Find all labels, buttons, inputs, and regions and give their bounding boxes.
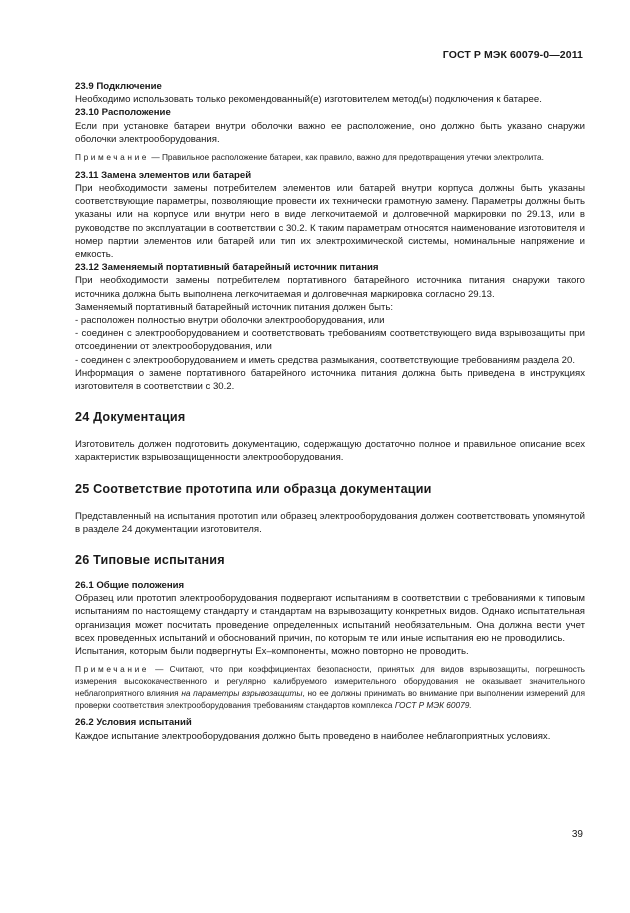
paragraph: Информация о замене портативного батарейного источника питания должна быть приведена в инструкциях изготовителя в соответствии с 30.2. (75, 367, 585, 393)
document-header-id: ГОСТ Р МЭК 60079-0—2011 (442, 49, 583, 61)
section-26-heading: 26 Типовые испытания (75, 553, 225, 568)
note-emphasis: на параметры взрывозащиты (181, 687, 303, 698)
list-item: - расположен полностью внутри оболочки электрооборудования, или (75, 315, 385, 327)
subsection-23-12-title: 23.12 Заменяемый портативный батарейный источник питания (75, 262, 379, 274)
note-standard-reference: ГОСТ Р МЭК 60079. (394, 699, 472, 710)
note (75, 664, 585, 711)
paragraph: Необходимо использовать только рекомендованный(е) изготовителем метод(ы) подключения к батарее. (75, 94, 542, 106)
subsection-23-10-title: 23.10 Расположение (75, 107, 171, 119)
subsection-26-1-title: 26.1 Общие положения (75, 580, 185, 592)
paragraph: Представленный на испытания прототип или образец электрооборудования должен соответствовать упомянутой в разделе 24 документации изготовителя. (75, 510, 585, 535)
paragraph: Изготовитель должен подготовить документацию, содержащую достаточно полное и правильное описание всех характеристик взрывозащищенности электрооборудования. (75, 439, 585, 464)
paragraph: При необходимости замены потребителем элементов или батарей внутри корпуса должны быть указаны соответствующие параметры, позволяющие провести их технически грамотную замену. Параметры должны быть указаны или на корпусе или внутри него в виде легкочитаемой и долговечной маркировки по 29.13, или в руководстве по эксплуатации в соответствии с 30.2. К таким параметрам относятся наименование изготовителя и номер партии элементов или батарей или тип их электрохимической системы, номинальные напряжение и емкость. (75, 183, 585, 261)
list-item: - соединен с электрооборудованием и иметь средства размыкания, соответствующие требованиям раздела 20. (75, 354, 575, 366)
subsection-23-9-title: 23.9 Подключение (75, 81, 162, 92)
paragraph: Заменяемый портативный батарейный источник питания должен быть: (75, 301, 394, 313)
note-text: — Считают, что при коэффициентах безопасности, принятых для видов взрывозащиты, погрешность измерения высококачественного и регулярно калибруемого измерительного оборудования не оказывает значительного неблагоприятного влияния (75, 664, 586, 698)
paragraph: Образец или прототип электрооборудования подвергают испытаниям в соответствии с требованиями к типовым испытаниям по настоящему стандарту и стандартам на взрывозащиту конкретных видов. Однако испытательная организация может посчитать проведение определенных испытаний необязательным. Она должна вести учет всех проведенных испытаний и обоснований причин, по которым те или иные испытания ею не проводились. (75, 593, 585, 644)
page-number: 39 (571, 829, 583, 840)
paragraph: При необходимости замены потребителем портативного батарейного источника питания снаружи такого источника должна быть выполнена легкочитаемая и долговечная маркировка согласно 29.13. (75, 275, 585, 300)
subsection-26-2-title: 26.2 Условия испытаний (75, 717, 192, 729)
note-text: — Правильное расположение батареи, как правило, важно для предотвращения утечки электролита. (151, 152, 544, 163)
page-content (75, 80, 585, 743)
note-label: Примечание (75, 664, 150, 675)
paragraph: Каждое испытание электрооборудования должно быть проведено в наиболее неблагоприятных условиях. (75, 730, 551, 742)
note (75, 152, 585, 164)
section-25-heading: 25 Соответствие прототипа или образца документации (75, 481, 432, 496)
note-text: , но ее должны принимать во внимание при выполнении измерений для проверки соответствия электрооборудования требованиям стандартов комплекса (75, 687, 585, 710)
subsection-23-11-title: 23.11 Замена элементов или батарей (75, 169, 252, 181)
paragraph: Испытания, которым были подвергнуты Ex–компоненты, можно повторно не проводить. (75, 646, 469, 658)
note-label: Примечание (75, 152, 150, 163)
list-item: - соединен с электрооборудованием и соответствовать требованиям соответствующего вида взрывозащиты при отсоединении от электрооборудования, или (75, 328, 585, 353)
section-24-heading: 24 Документация (75, 410, 186, 425)
paragraph: Если при установке батареи внутри оболочки важно ее расположение, оно должно быть указано снаружи оболочки электрооборудования. (75, 120, 585, 145)
